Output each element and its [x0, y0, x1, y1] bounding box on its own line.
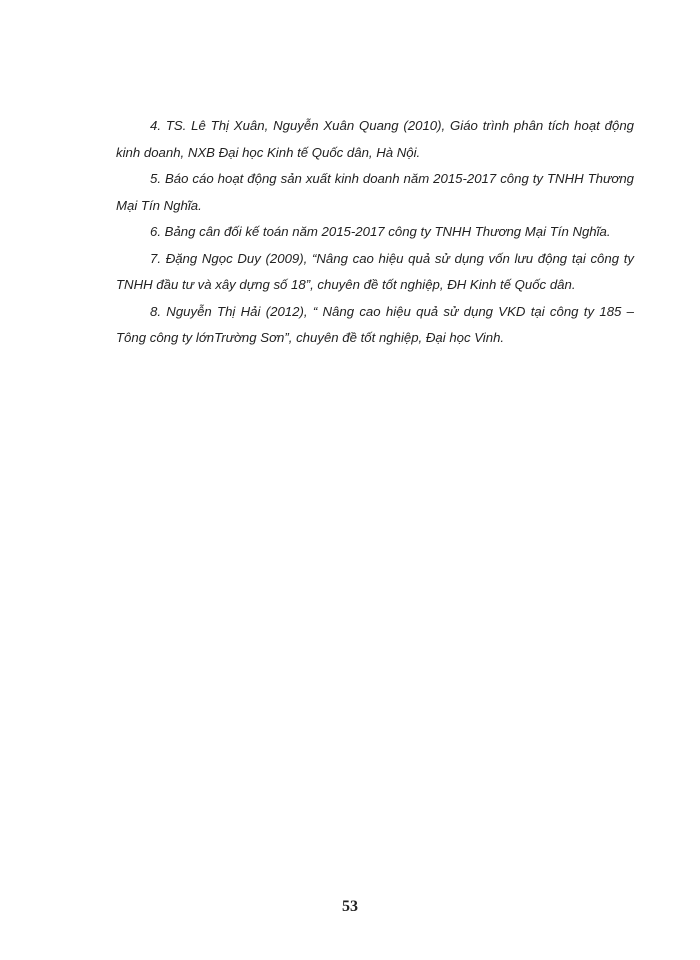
page-number: 53: [342, 898, 358, 915]
reference-item-7: 7. Đặng Ngọc Duy (2009), “Nâng cao hiệu quả sử dụng vốn lưu động tại công ty TNHH đầu tư và xây dựng số 18”, chuyên đề tốt nghiệp, ĐH Kinh tế Quốc dân.: [116, 250, 634, 292]
reference-item-8: 8. Nguyễn Thị Hải (2012), “ Nâng cao hiệu quả sử dụng VKD tại công ty 185 – Tông công ty lớnTrường Sơn”, chuyên đề tốt nghiệp, Đại học Vinh.: [116, 303, 634, 345]
reference-item-6: 6. Bảng cân đối kế toán năm 2015-2017 công ty TNHH Thương Mại Tín Nghĩa.: [150, 224, 611, 239]
reference-item-5: 5. Báo cáo hoạt động sản xuất kinh doanh năm 2015-2017 công ty TNHH Thương Mại Tín Nghĩa.: [116, 171, 634, 213]
reference-list: [116, 113, 634, 352]
reference-item-4: 4. TS. Lê Thị Xuân, Nguyễn Xuân Quang (2010), Giáo trình phân tích hoạt động kinh doanh, NXB Đại học Kinh tế Quốc dân, Hà Nội.: [116, 118, 634, 160]
